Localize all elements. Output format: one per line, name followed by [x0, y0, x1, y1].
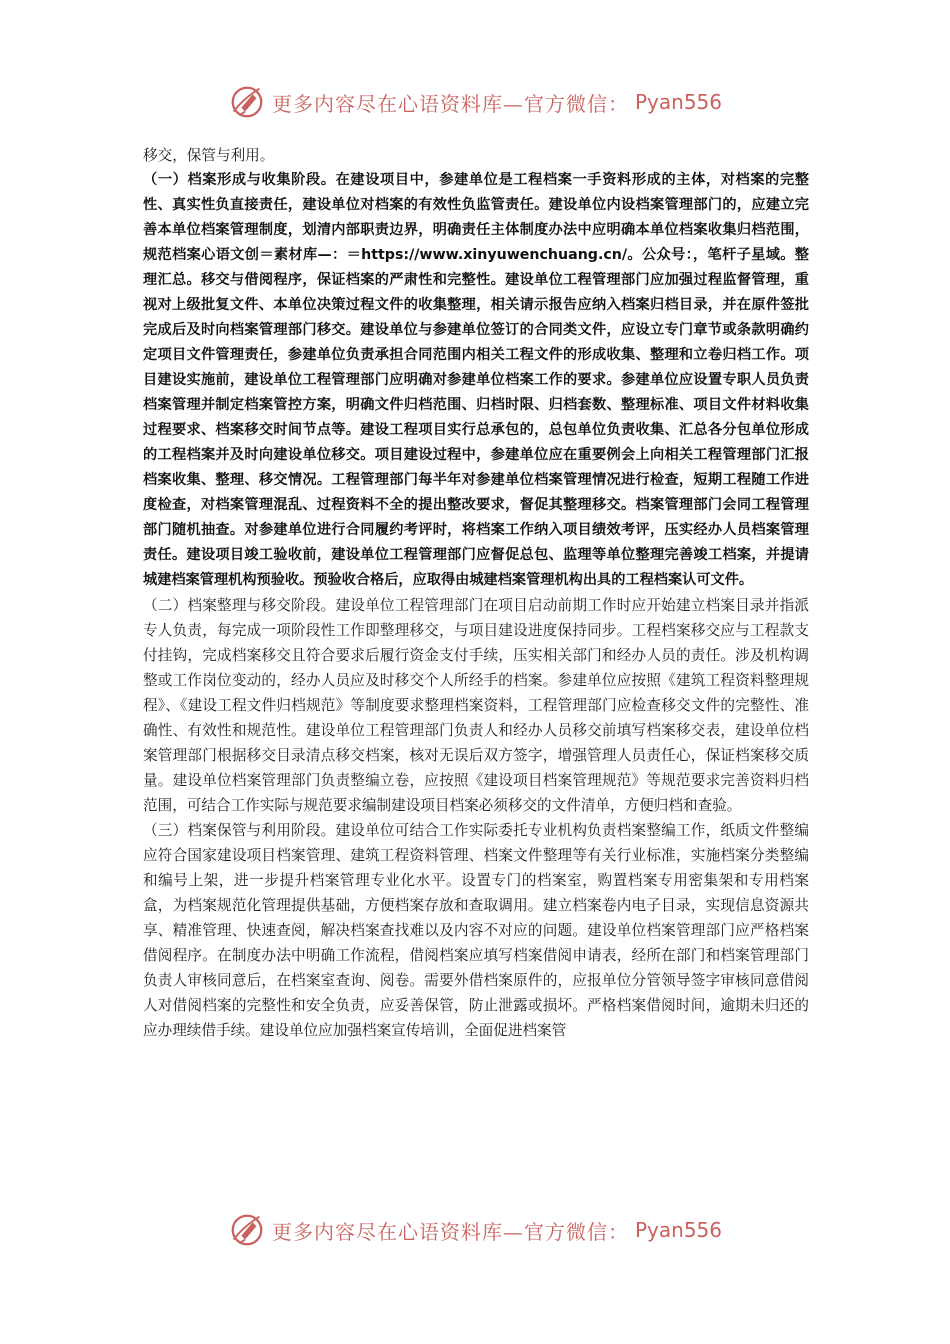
section-2-paragraph: （二）档案整理与移交阶段。建设单位工程管理部门在项目启动前期工作时应开始建立档案目录并指派专人负责，每完成一项阶段性工作即整理移交，与项目建设进度保持同步。工程档案移交应与工程款支付挂钩，完成档案移交且符合要求后履行资金支付手续，压实相关部门和经办人员的责任。涉及机构调整或工作岗位变动的，经办人员应及时移交个人所经手的档案。参建单位应按照《建筑工程资料整理规程》、《建设工程文件归档规范》等制度要求整理档案资料，工程管理部门应检查移交文件的完整性、准确性、有效性和规范性。建设单位工程管理部门负责人和经办人员移交前填写档案移交表，建设单位档案管理部门根据移交目录清点移交档案，核对无误后双方签字，增强管理人员责任心，保证档案移交质量。建设单位档案管理部门负责整编立卷，应按照《建设项目档案管理规范》等规范要求完善资料归档范围，可结合工作实际与规范要求编制建设项目档案必须移交的文件清单，方便归档和查验。 [143, 597, 809, 814]
header-banner [0, 80, 950, 124]
footer-banner [0, 1208, 950, 1252]
section-1-paragraph: （一）档案形成与收集阶段。在建设项目中，参建单位是工程档案一手资料形成的主体，对档案的完整性、真实性负直接责任，建设单位对档案的有效性负监管责任。建设单位内设档案管理部门的，应建立完善本单位档案管理制度，划清内部职责边界，明确责任主体制度办法中应明确本单位档案收集归档范围，规范档案心语文创＝素材库—：＝https://www.xinyuwenchuang.cn/。公众号：，笔杆子星域。整理汇总。移交与借阅程序，保证档案的严肃性和完整性。建设单位工程管理部门应加强过程监督管理，重视对上级批复文件、本单位决策过程文件的收集整理，相关请示报告应纳入档案归档目录，并在原件签批完成后及时向档案管理部门移交。建设单位与参建单位签订的合同类文件，应设立专门章节或条款明确约定项目文件管理责任，参建单位负责承担合同范围内相关工程文件的形成收集、整理和立卷归档工作。项目建设实施前，建设单位工程管理部门应明确对参建单位档案工作的要求。参建单位应设置专职人员负责档案管理并制定档案管控方案，明确文件归档范围、归档时限、归档套数、整理标准、项目文件材料收集过程要求、档案移交时间节点等。建设工程项目实行总承包的，总包单位负责收集、汇总各分包单位形成的工程档案并及时向建设单位移交。项目建设过程中，参建单位应在重要例会上向相关工程管理部门汇报档案收集、整理、移交情况。工程管理部门每半年对参建单位档案管理情况进行检查，短期工程随工作进度检查，对档案管理混乱、过程资料不全的提出整改要求，督促其整理移交。档案管理部门会同工程管理部门随机抽查。对参建单位进行合同履约考评时，将档案工作纳入项目绩效考评，压实经办人员档案管理责任。建设项目竣工验收前，建设单位工程管理部门应督促总包、监理等单位整理完善竣工档案，并提请城建档案管理机构预验收。预验收合格后，应取得由城建档案管理机构出具的工程档案认可文件。 [143, 172, 809, 588]
wechat-id: Pyan556 [634, 90, 722, 114]
wechat-id: Pyan556 [634, 1218, 722, 1242]
pen-nib-logo-icon [228, 1211, 266, 1249]
pen-nib-logo-icon [228, 83, 266, 121]
banner-text: 更多内容尽在心语资料库—官方微信： [271, 91, 629, 116]
header-banner-content [228, 83, 722, 121]
section-3-paragraph: （三）档案保管与利用阶段。建设单位可结合工作实际委托专业机构负责档案整编工作，纸质文件整编应符合国家建设项目档案管理、建筑工程资料管理、档案文件整理等有关行业标准，实施档案分类整编和编号上架，进一步提升档案管理专业化水平。设置专门的档案室，购置档案专用密集架和专用档案盒，为档案规范化管理提供基础，方便档案存放和查取调用。建立档案卷内电子目录，实现信息资源共享、精准管理、快速查阅，解决档案查找难以及内容不对应的问题。建设单位档案管理部门应严格档案借阅程序。在制度办法中明确工作流程，借阅档案应填写档案借阅申请表，经所在部门和档案管理部门负责人审核同意后，在档案室查询、阅卷。需要外借档案原件的，应报单位分管领导签字审核同意借阅人对借阅档案的完整性和安全负责，应妥善保管，防止泄露或损坏。严格档案借阅时间，逾期未归还的应办理续借手续。建设单位应加强档案宣传培训，全面促进档案管 [143, 822, 809, 1039]
lead-paragraph: 移交，保管与利用。 [143, 147, 275, 164]
footer-banner-content [228, 1211, 722, 1249]
banner-text: 更多内容尽在心语资料库—官方微信： [271, 1219, 629, 1244]
document-body [143, 143, 809, 1043]
